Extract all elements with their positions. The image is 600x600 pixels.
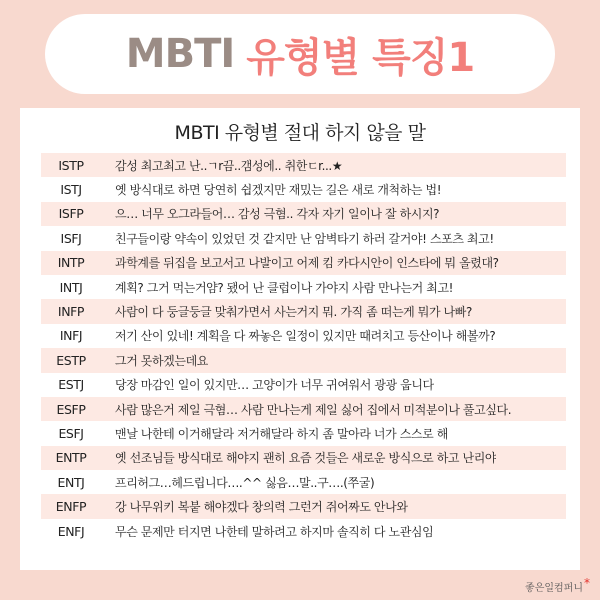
mbti-quote: 과학계를 뒤집을 보고서고 나발이고 어제 킴 카다시안이 인스타에 뭐 올렸대? (115, 256, 499, 271)
mbti-type-label: ENTP (55, 450, 87, 466)
mbti-quote: 옛 선조님들 방식대로 해야지 괜히 요즘 것들은 새로운 방식으로 하고 난리야 (115, 451, 497, 466)
mbti-type-label: INFJ (59, 328, 83, 344)
content-card (20, 108, 580, 570)
mbti-type-label: INTJ (59, 279, 83, 295)
mbti-type-label: ESFP (56, 401, 86, 417)
list-item (41, 177, 566, 201)
mbti-quote: 그거 못하겠는데요 (115, 353, 208, 368)
mbti-quote: 사람 많은거 제일 극혐… 사람 만나는게 제일 싫어 집에서 미적분이나 풀고싶다. (115, 402, 512, 417)
list-item (41, 446, 566, 470)
mbti-type-label: ESTJ (58, 377, 84, 393)
list-item (41, 470, 566, 494)
title-mbti: MBTI (125, 31, 235, 77)
mbti-quote: 저기 산이 있네! 계획을 다 짜놓은 일정이 있지만 때려치고 등산이나 해볼까? (115, 329, 496, 344)
mbti-quote: 사람이 다 둥글둥글 맞춰가면서 사는거지 뭐. 가직 좀 떠는게 뭐가 나빠? (115, 305, 472, 320)
mbti-quote: 감성 최고최고 난..ㄱr끔..갬성에.. 취한ㄷr...★ (115, 158, 343, 173)
mbti-quote: 친구들이랑 약속이 있었던 것 같지만 난 암벽타기 하러 갈거야! 스포츠 최고! (115, 231, 494, 246)
list-item (41, 251, 566, 275)
brand-name: 좋은일컴퍼니 (525, 583, 583, 594)
mbti-quote: 맨날 나한테 이거해달라 저거해달라 하지 좀 말아라 너가 스스로 해 (115, 426, 448, 441)
list-item (41, 421, 566, 445)
mbti-type-label: ISFP (58, 206, 84, 222)
list-item (41, 348, 566, 372)
mbti-type-label: ENFP (55, 499, 87, 515)
mbti-type-label: ISTJ (60, 182, 82, 198)
mbti-quote: 무슨 문제만 터지면 나한테 말하려고 하지마 솔직히 다 노관심임 (115, 524, 434, 539)
mbti-type-label: ISFJ (60, 230, 82, 246)
list-item (41, 494, 566, 518)
mbti-type-label: ESTP (56, 352, 86, 368)
mbti-type-label: ESFJ (58, 425, 84, 441)
mbti-type-label: ENTJ (57, 474, 85, 490)
list-item (41, 519, 566, 543)
list-item (41, 153, 566, 177)
list-item (41, 202, 566, 226)
mbti-quote: 프리허그…헤드립니다….^^ 싫음…말..구….(쭈굴) (115, 475, 375, 490)
mbti-quote: 으… 너무 오그라들어… 감성 극혐.. 각자 자기 일이나 잘 하시지? (115, 207, 440, 222)
title-subtitle: 유형별 특징1 (246, 34, 475, 81)
mbti-type-label: INFP (57, 304, 85, 320)
list-item (41, 275, 566, 299)
brand-logo (525, 575, 590, 594)
mbti-type-label: ENFJ (57, 523, 85, 539)
mbti-type-label: ISTP (58, 157, 84, 173)
brand-star-icon: * (584, 575, 590, 590)
list-item (41, 299, 566, 323)
card-title: MBTI 유형별 절대 하지 않을 말 (174, 122, 426, 144)
list-item (41, 397, 566, 421)
mbti-quote: 계획? 그거 먹는거얌? 됐어 난 클럽이나 가야지 사람 만나는거 최고! (115, 280, 454, 295)
list-item (41, 373, 566, 397)
mbti-quote: 당장 마감인 일이 있지만… 고양이가 너무 귀여워서 광광 웁니다 (115, 378, 434, 393)
mbti-type-label: INTP (57, 255, 85, 271)
list-item (41, 226, 566, 250)
page-title-banner (45, 14, 555, 94)
mbti-list (41, 153, 566, 543)
mbti-quote: 강 나무위키 복붙 해야겠다 창의력 그런거 쥐어짜도 안나와 (115, 500, 408, 515)
list-item (41, 324, 566, 348)
mbti-quote: 옛 방식대로 하면 당연히 쉽겠지만 재밌는 길은 새로 개척하는 법! (115, 183, 442, 198)
